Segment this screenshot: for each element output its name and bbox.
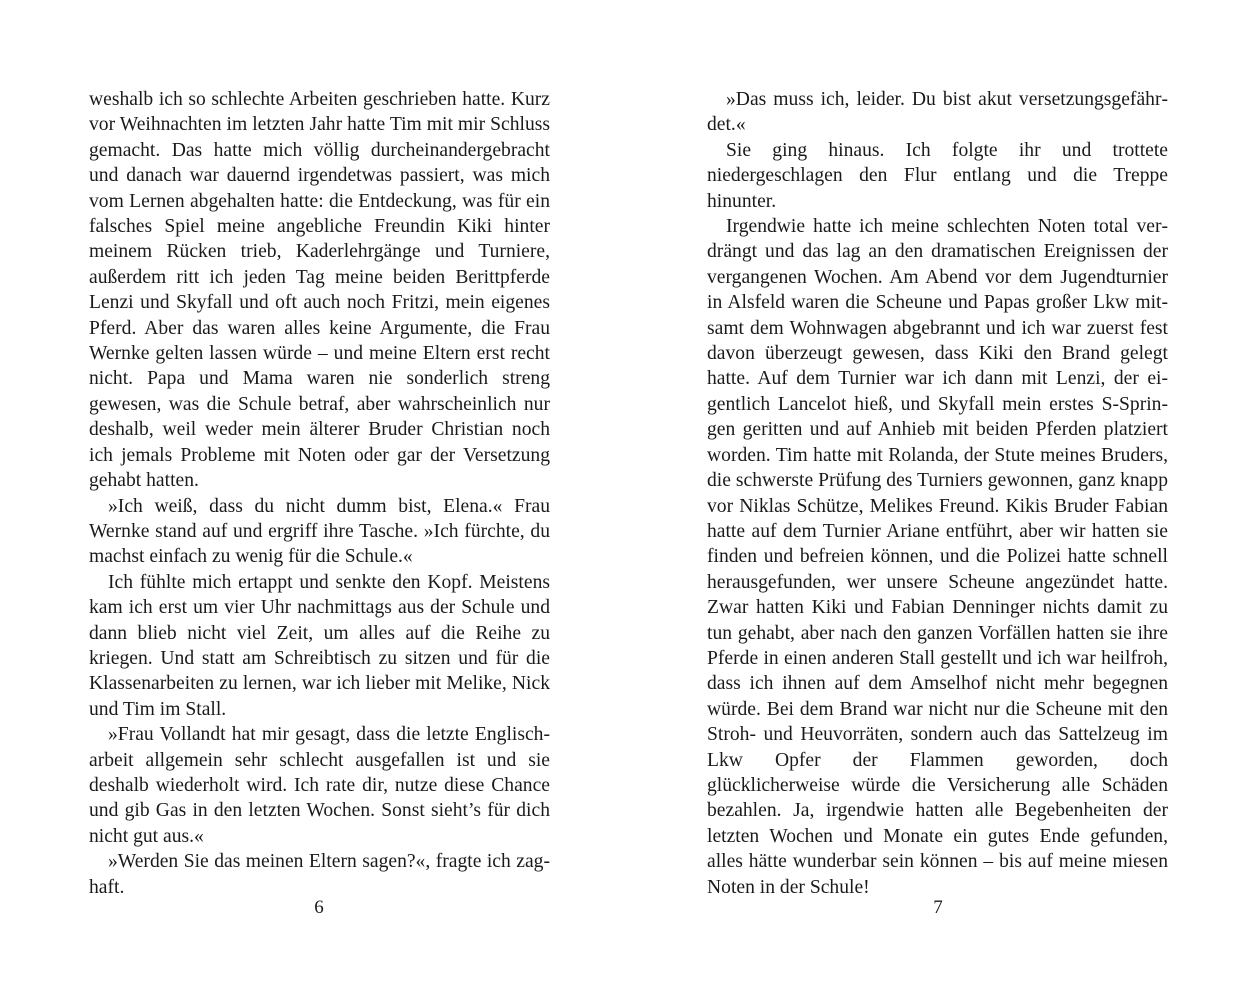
- right-page: [628, 0, 1256, 1000]
- right-page-text: [707, 87, 1168, 900]
- left-paragraph-1: weshalb ich so schlechte Arbeiten geschrieben hatte. Kurz vor Weihnachten im letzten Jahr hatte Tim mit mir Schluss gemacht. Das hatte mich völlig durcheinandergebracht und danach war dauernd irgendetwas passiert, was mich vom Lernen abgehalten hatte: die Entdeckung, was für ein falsches Spiel meine angebliche Freundin Kiki hinter meinem Rücken trieb, Kaderlehrgänge und Turniere, außerdem ritt ich jeden Tag meine beiden Berittpferde Lenzi und Skyfall und oft auch noch Fritzi, mein eigenes Pferd. Aber das waren alles keine Argumente, die Frau Wernke gelten lassen würde – und meine Eltern erst recht nicht. Papa und Mama waren nie sonderlich streng gewesen, was die Schule betraf, aber wahrscheinlich nur deshalb, weil weder mein älterer Bruder Christian noch ich jemals Probleme mit Noten oder gar der Versetzung gehabt hatten.: [89, 89, 550, 492]
- left-paragraph-3: Ich fühlte mich ertappt und senkte den Kopf. Meistens kam ich erst um vier Uhr nachmittags aus der Schule und dann blieb nicht viel Zeit, um alles auf die Reihe zu kriegen. Und statt am Schreibtisch zu sitzen und für die Klassenarbeiten zu lernen, war ich lieber mit Melike, Nick und Tim im Stall.: [89, 571, 550, 720]
- left-page-text: [89, 87, 550, 900]
- left-paragraph-2: »Ich weiß, dass du nicht dumm bist, Elena.« Frau Wernke stand auf und ergriff ihre Tasche. »Ich fürchte, du machst einfach zu wenig für die Schule.«: [89, 495, 550, 568]
- right-paragraph-1: »Das muss ich, leider. Du bist akut versetzungsgefährdet.«: [707, 89, 1168, 136]
- right-paragraph-2: Sie ging hinaus. Ich folgte ihr und trottete niedergeschlagen den Flur entlang und die Treppe hinunter.: [707, 139, 1168, 212]
- right-paragraph-3: Irgendwie hatte ich meine schlechten Noten total verdrängt und das lag an den dramatischen Ereignissen der vergangenen Wochen. Am Abend vor dem Jugendturnier in Alsfeld waren die Scheune und Papas großer Lkw mitsamt dem Wohnwagen abgebrannt und ich war zuerst fest davon überzeugt gewesen, dass Kiki den Brand gelegt hatte. Auf dem Turnier war ich dann mit Lenzi, der eigentlich Lancelot hieß, und Skyfall mein erstes S-Springen geritten und auf Anhieb mit beiden Pferden platziert worden. Tim hatte mit Rolanda, der Stute meines Bruders, die schwerste Prüfung des Turniers gewonnen, ganz knapp vor Niklas Schütze, Melikes Freund. Kikis Bruder Fabian hatte auf dem Turnier Ariane entführt, aber wir hatten sie finden und befreien können, und die Polizei hatte schnell herausgefunden, wer unsere Scheune angezündet hatte. Zwar hatten Kiki und Fabian Denninger nichts damit zu tun gehabt, aber nach den ganzen Vorfällen hatten sie ihre Pferde in einen anderen Stall gestellt und ich war heilfroh, dass ich ihnen auf dem Amselhof nicht mehr begegnen würde. Bei dem Brand war nicht nur die Scheune mit den Stroh- und Heuvorräten, sondern auch das Sattelzeug im Lkw Opfer der Flammen geworden, doch glücklicherweise würde die Versicherung alle Schäden bezahlen. Ja, irgendwie hatten alle Begebenheiten der letzten Wochen und Monate ein gutes Ende gefunden, alles hätte wunderbar sein können – bis auf meine miesen Noten in der Schule!: [707, 216, 1168, 898]
- left-paragraph-4: »Frau Vollandt hat mir gesagt, dass die letzte Englischarbeit allgemein sehr schlecht ausgefallen ist und sie deshalb wiederholt wird. Ich rate dir, nutze diese Chance und gib Gas in den letzten Wochen. Sonst sieht’s für dich nicht gut aus.«: [89, 724, 550, 847]
- left-paragraph-5: »Werden Sie das meinen Eltern sagen?«, fragte ich zaghaft.: [89, 851, 550, 898]
- left-page-number: 6: [314, 897, 324, 918]
- right-page-number: 7: [933, 897, 943, 918]
